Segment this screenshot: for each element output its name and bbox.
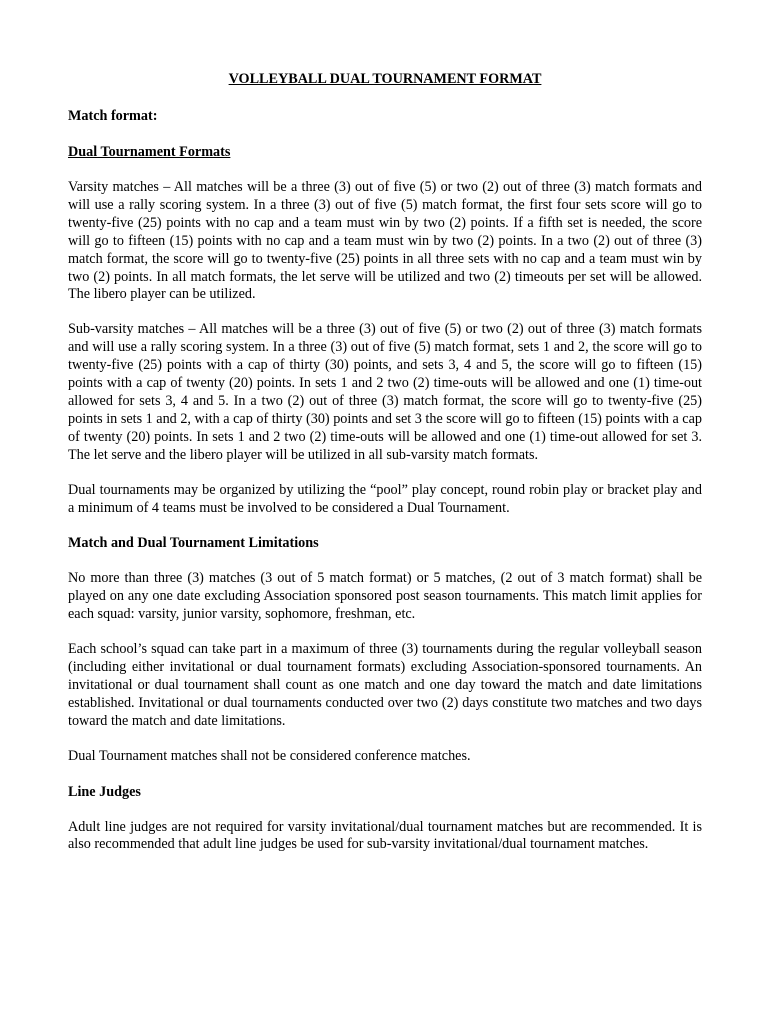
dual-formats-heading: Dual Tournament Formats — [68, 144, 231, 160]
organization-paragraph: Dual tournaments may be organized by utilizing the “pool” play concept, round robin play or bracket play and a minimum of 4 teams must be involved to be considered a Dual Tournament. — [68, 481, 702, 516]
document-title: VOLLEYBALL DUAL TOURNAMENT FORMAT — [228, 71, 542, 87]
subvarsity-paragraph: Sub-varsity matches – All matches will be a three (3) out of five (5) or two (2) out of three (3) match formats and will use a rally scoring system. In a three (3) out of five (5) match format, sets 1 and 2, the score will go to twenty-five (25) points with a cap of thirty (30) points, and sets 3, 4 and 5, the score will go to fifteen (15) points with a cap of twenty (20) points. In sets 1 and 2 two (2) time-outs will be allowed and one (1) time-out allowed for sets 3, 4 and 5. In a two (2) out of three (3) match format, the score will go to twenty-five (25) points in sets 1 and 2, with a cap of thirty (30) points and set 3 the score will go to fifteen (15) points with a cap of twenty (20) points. In sets 1 and 2 two (2) time-outs will be allowed and one (1) time-out allowed for set 3. The let serve and the libero player will be utilized in all sub-varsity match formats. — [68, 321, 702, 463]
limitations-paragraph-1: No more than three (3) matches (3 out of 5 match format) or 5 matches, (2 out of 3 match format) shall be played on any one date excluding Association sponsored post season tournaments. This match limit applies for each squad: varsity, junior varsity, sophomore, freshman, etc. — [68, 570, 702, 623]
line-judges-heading: Line Judges — [68, 783, 141, 800]
conference-paragraph: Dual Tournament matches shall not be considered conference matches. — [68, 747, 471, 764]
varsity-paragraph: Varsity matches – All matches will be a three (3) out of five (5) or two (2) out of three (3) match formats and will use a rally scoring system. In a three (3) out of five (5) match format, the first four sets score will go to twenty-five (25) points with no cap and a team must win by two (2) points. If a fifth set is needed, the score will go to fifteen (15) points with no cap and a team must win by two (2) points. In a two (2) out of three (3) match format, the score will go to twenty-five (25) points in all three sets with no cap and a team must win by two (2) points. In all match formats, the let serve will be utilized and two (2) timeouts per set will be allowed. The libero player can be utilized. — [68, 179, 702, 303]
document-page — [68, 70, 702, 871]
match-format-heading: Match format: — [68, 108, 158, 124]
limitations-paragraph-2: Each school’s squad can take part in a maximum of three (3) tournaments during the regular volleyball season (including either invitational or dual tournament formats) excluding Association-sponsored tournaments. An invitational or dual tournament shall count as one match and one day toward the match and date limitations established. Invitational or dual tournaments conducted over two (2) days constitute two matches and two days toward the match and date limitations. — [68, 641, 702, 729]
line-judges-paragraph: Adult line judges are not required for varsity invitational/dual tournament matches but are recommended. It is also recommended that adult line judges be used for sub-varsity invitational/dual tournament matches. — [68, 818, 702, 853]
limitations-heading: Match and Dual Tournament Limitations — [68, 535, 319, 552]
